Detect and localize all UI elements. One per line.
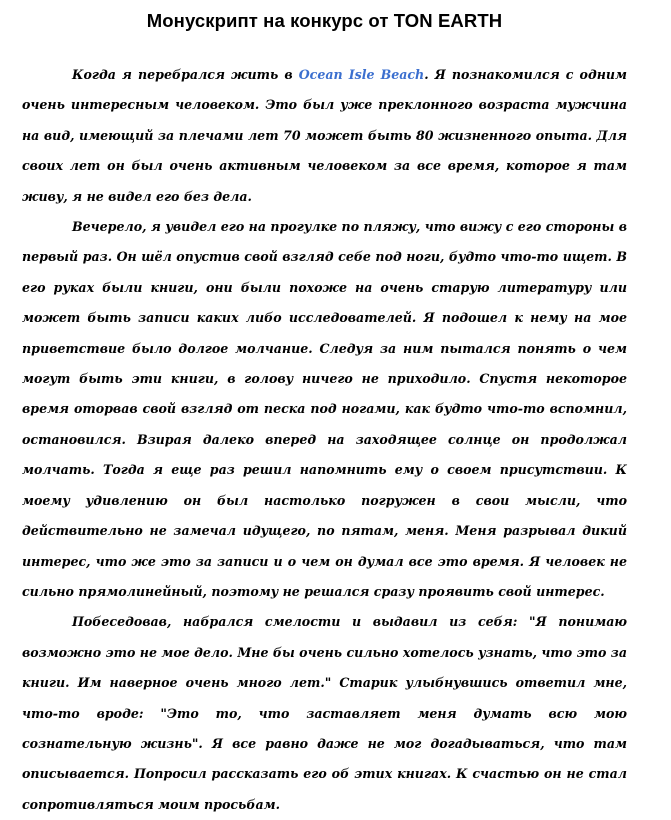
- place-name-link: Ocean Isle Beach: [298, 67, 425, 82]
- paragraph-1: [22, 60, 627, 212]
- paragraph-1-after: . Я познакомился с одним очень интересным человеком. Это был уже преклонного возраста мужчина на вид, имеющий за плечами лет 70 может быть 80 жизненного опыта. Для своих лет он был очень активным человеком за все время, которое я там живу, я не видел его без дела.: [22, 67, 628, 204]
- document-body: [22, 60, 627, 820]
- paragraph-3: Побеседовав, набрался смелости и выдавил из себя: "Я понимаю возможно это не мое дело. Мне бы очень сильно хотелось узнать, что это за книги. Им наверное очень много лет." Старик улыбнувшись ответил мне, что-то вроде: "Это то, что заставляет меня думать всю мою сознательную жизнь". Я все равно даже не мог догадываться, что там описывается. Попросил рассказать его об этих книгах. К счастью он не стал сопротивляться моим просьбам.: [22, 614, 627, 812]
- document-title: Монускрипт на конкурс от TON EARTH: [146, 10, 503, 31]
- paragraph-1-before: Когда я перебрался жить в: [72, 67, 299, 82]
- paragraph-2: Вечерело, я увидел его на прогулке по пляжу, что вижу с его стороны в первый раз. Он шёл опустив свой взгляд себе под ноги, будто что-то ищет. В его руках были книги, они были похоже на очень старую литературу или может быть записи каких либо исследователей. Я подошел к нему на мое приветствие было долгое молчание. Следуя за ним пытался понять о чем могут быть эти книги, в голову ничего не приходило. Спустя некоторое время оторвав свой взгляд от песка под ногами, как будто что-то вспомнил, остановился. Взирая далеко вперед на заходящее солнце он продолжал молчать. Тогда я еще раз решил напомнить ему о своем присутствии. К моему удивлению он был настолько погружен в свои мысли, что действительно не замечал идущего, по пятам, меня. Меня разрывал дикий интерес, что же это за записи и о чем он думал все это время. Я человек не сильно прямолинейный, поэтому не решался сразу проявить свой интерес.: [22, 219, 627, 599]
